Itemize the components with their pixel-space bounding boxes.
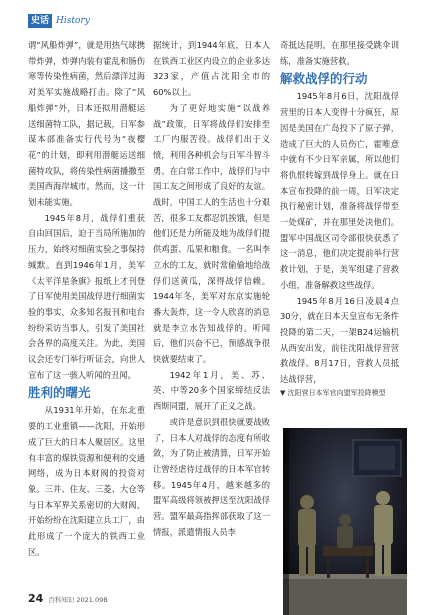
column-1 xyxy=(28,38,145,561)
photo-caption: ▼ 沈阳营日本军官向盟军投降模型 xyxy=(280,388,386,397)
paragraph: 据统计，到1944年底，日本人在铁西工业区内设立的企业多达323家，产值占沈阳全市的60%以上。 xyxy=(153,40,270,98)
paragraph: 1945年8月，战俘们重获自由回国后，迫于当局所施加的压力，始终对细菌实验之事保持缄默。直到1946年1月，美军《太平洋星条旗》报纸上才刊登了日军使用美国战俘进行细菌实验的事实，众多知名报刊和电台纷纷采访当事人，引发了美国社会各界的高度关注。为此，美国议会还专门举行听证会，向世人宣布了这一骇人听闻的丑闻。 xyxy=(28,212,145,380)
paragraph: 或许是意识到很快就要战败了，日本人对战俘的态度有所收敛，为了防止被清算，日军开始让曾经虐待过战俘的日本军官转移。1945年4月，越来越多的盟军高级将领被押送至沈阳战俘营。盟军最高指挥部获取了这一情报，派遣情报人员李 xyxy=(153,416,270,537)
paragraph: 1942年1月，美、苏、英、中等20多个国家缔结反法西斯同盟，展开了正义之战。 xyxy=(153,369,270,412)
section-header xyxy=(28,13,90,29)
museum-diorama-photo xyxy=(283,428,407,615)
diorama-illustration xyxy=(283,428,407,615)
section-heading-rescue: 解救战俘的行动 xyxy=(280,71,368,87)
section-heading-victory: 胜利的曙光 xyxy=(28,385,91,401)
paragraph: 1945年8月6日，沈阳战俘营里的日本人变得十分疯狂，原因是美国在广岛投下了原子弹，造成了巨大的人员伤亡，霍唯意中就有不少日军亲属，所以他们将仇恨转嫁到战俘身上。就在日本宣布投降的前一周，日军决定执行秘密计划，准备将战俘带至一处煤矿，并在那里处决他们。盟军中国战区司令部很快获悉了这一消息，他们决定提前举行营救计划，于是，美军组建了营救小组，准备解救这些战俘。 xyxy=(280,91,399,290)
paragraph: 从1931年开始，在东北重要的工业重镇——沈阳，开始形成了巨大的日本人聚居区。这里有丰富的煤铁资源和便利的交通网络，成为日本财阀的投资对象。三井、住友、三菱、大仓等与日本军界关系密切的大财阀，开始纷纷在沈阳建立兵工厂，由此形成了一个庞大的铁西工业区。 xyxy=(28,405,145,557)
page-footer xyxy=(28,592,108,605)
section-tag: 史话 xyxy=(28,14,52,28)
section-tag-english: History xyxy=(56,16,90,26)
column-3 xyxy=(280,38,399,399)
journal-name: 百科知识 2021.09B xyxy=(48,596,108,604)
paragraph: 谓“风船炸弹”，就是用热气球携带炸弹，炸弹内装有霍乱和肠伤寒等传染性病菌，然后漂洋过海对美军实施战略打击。除了“风船炸弹”外，日本还拟用潜艇运送细菌特工队，据记载，日军参谋本部准备实行代号为“夜樱花”的计划，即利用潜艇运送细菌特攻队，将传染性病菌播撒至美国西海岸城市。然而，这一计划未能实施。 xyxy=(28,40,145,208)
page-number: 24 xyxy=(28,592,44,605)
column-2 xyxy=(153,38,270,541)
paragraph: 奇抵达昆明，在那里接受跳伞训练，准备实施营救。 xyxy=(280,40,399,66)
paragraph: 1945年8月16日凌晨4点30分，就在日本天皇宣布无条件投降的第二天，一架B24运输机从西安出发，前往沈阳战俘营营救战俘。8月17日，营救人员抵达战俘营， xyxy=(280,295,399,385)
paragraph: 为了更好地实施“以战养战”政策，日军将战俘们安排至工厂内服苦役。战俘们出于义愤，利用各种机会与日军斗智斗勇。在白常工作中，战俘们与中国工友之间形成了良好的友谊。战时，中国工人的生活也十分艰苦，很多工友都忍饥挨饿，但是他们还是力所能及地为战俘们提供鸡蛋、瓜果和粮食。一名叫李立水的工友，就时常偷偷地给战俘们送黄瓜，深得战俘信赖。1944年冬，美军对东京实施轮番大轰炸，这一令人欣喜的消息就是李立水告知战俘的。听闻后，他们兴奋不已，预感战争很快就要结束了。 xyxy=(153,102,270,365)
